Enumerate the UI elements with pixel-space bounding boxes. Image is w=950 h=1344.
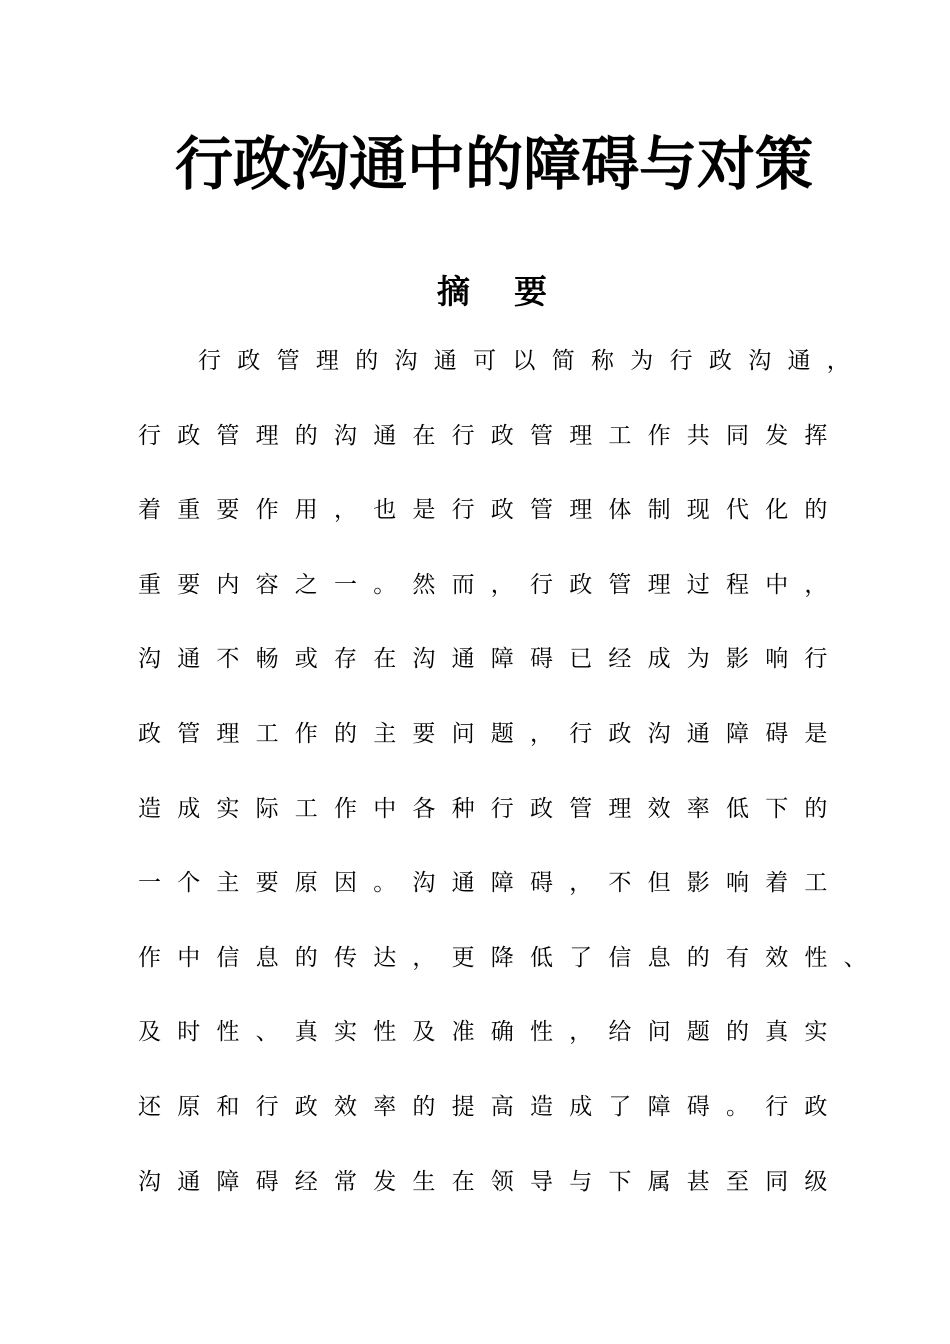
abstract-line: 及时性、真实性及准确性，给问题的真实 [138, 1019, 844, 1046]
abstract-line: 沟通障碍经常发生在领导与下属甚至同级 [138, 1168, 844, 1195]
abstract-line: 重要内容之一。然而，行政管理过程中， [138, 571, 844, 598]
abstract-body [138, 340, 898, 1235]
abstract-line: 作中信息的传达，更降低了信息的有效性、 [138, 944, 883, 971]
abstract-line: 一个主要原因。沟通障碍，不但影响着工 [138, 870, 844, 897]
abstract-heading: 摘要 [437, 272, 591, 311]
abstract-line: 沟通不畅或存在沟通障碍已经成为影响行 [138, 646, 844, 673]
abstract-line: 行政管理的沟通在行政管理工作共同发挥 [138, 422, 844, 449]
document-title: 行政沟通中的障碍与对策 [174, 130, 813, 198]
abstract-line: 还原和行政效率的提高造成了障碍。行政 [138, 1093, 844, 1120]
abstract-line: 政管理工作的主要问题，行政沟通障碍是 [138, 720, 844, 747]
abstract-line: 行政管理的沟通可以简称为行政沟通， [198, 348, 867, 374]
abstract-line: 造成实际工作中各种行政管理效率低下的 [138, 795, 844, 822]
abstract-line: 着重要作用，也是行政管理体制现代化的 [138, 497, 844, 524]
